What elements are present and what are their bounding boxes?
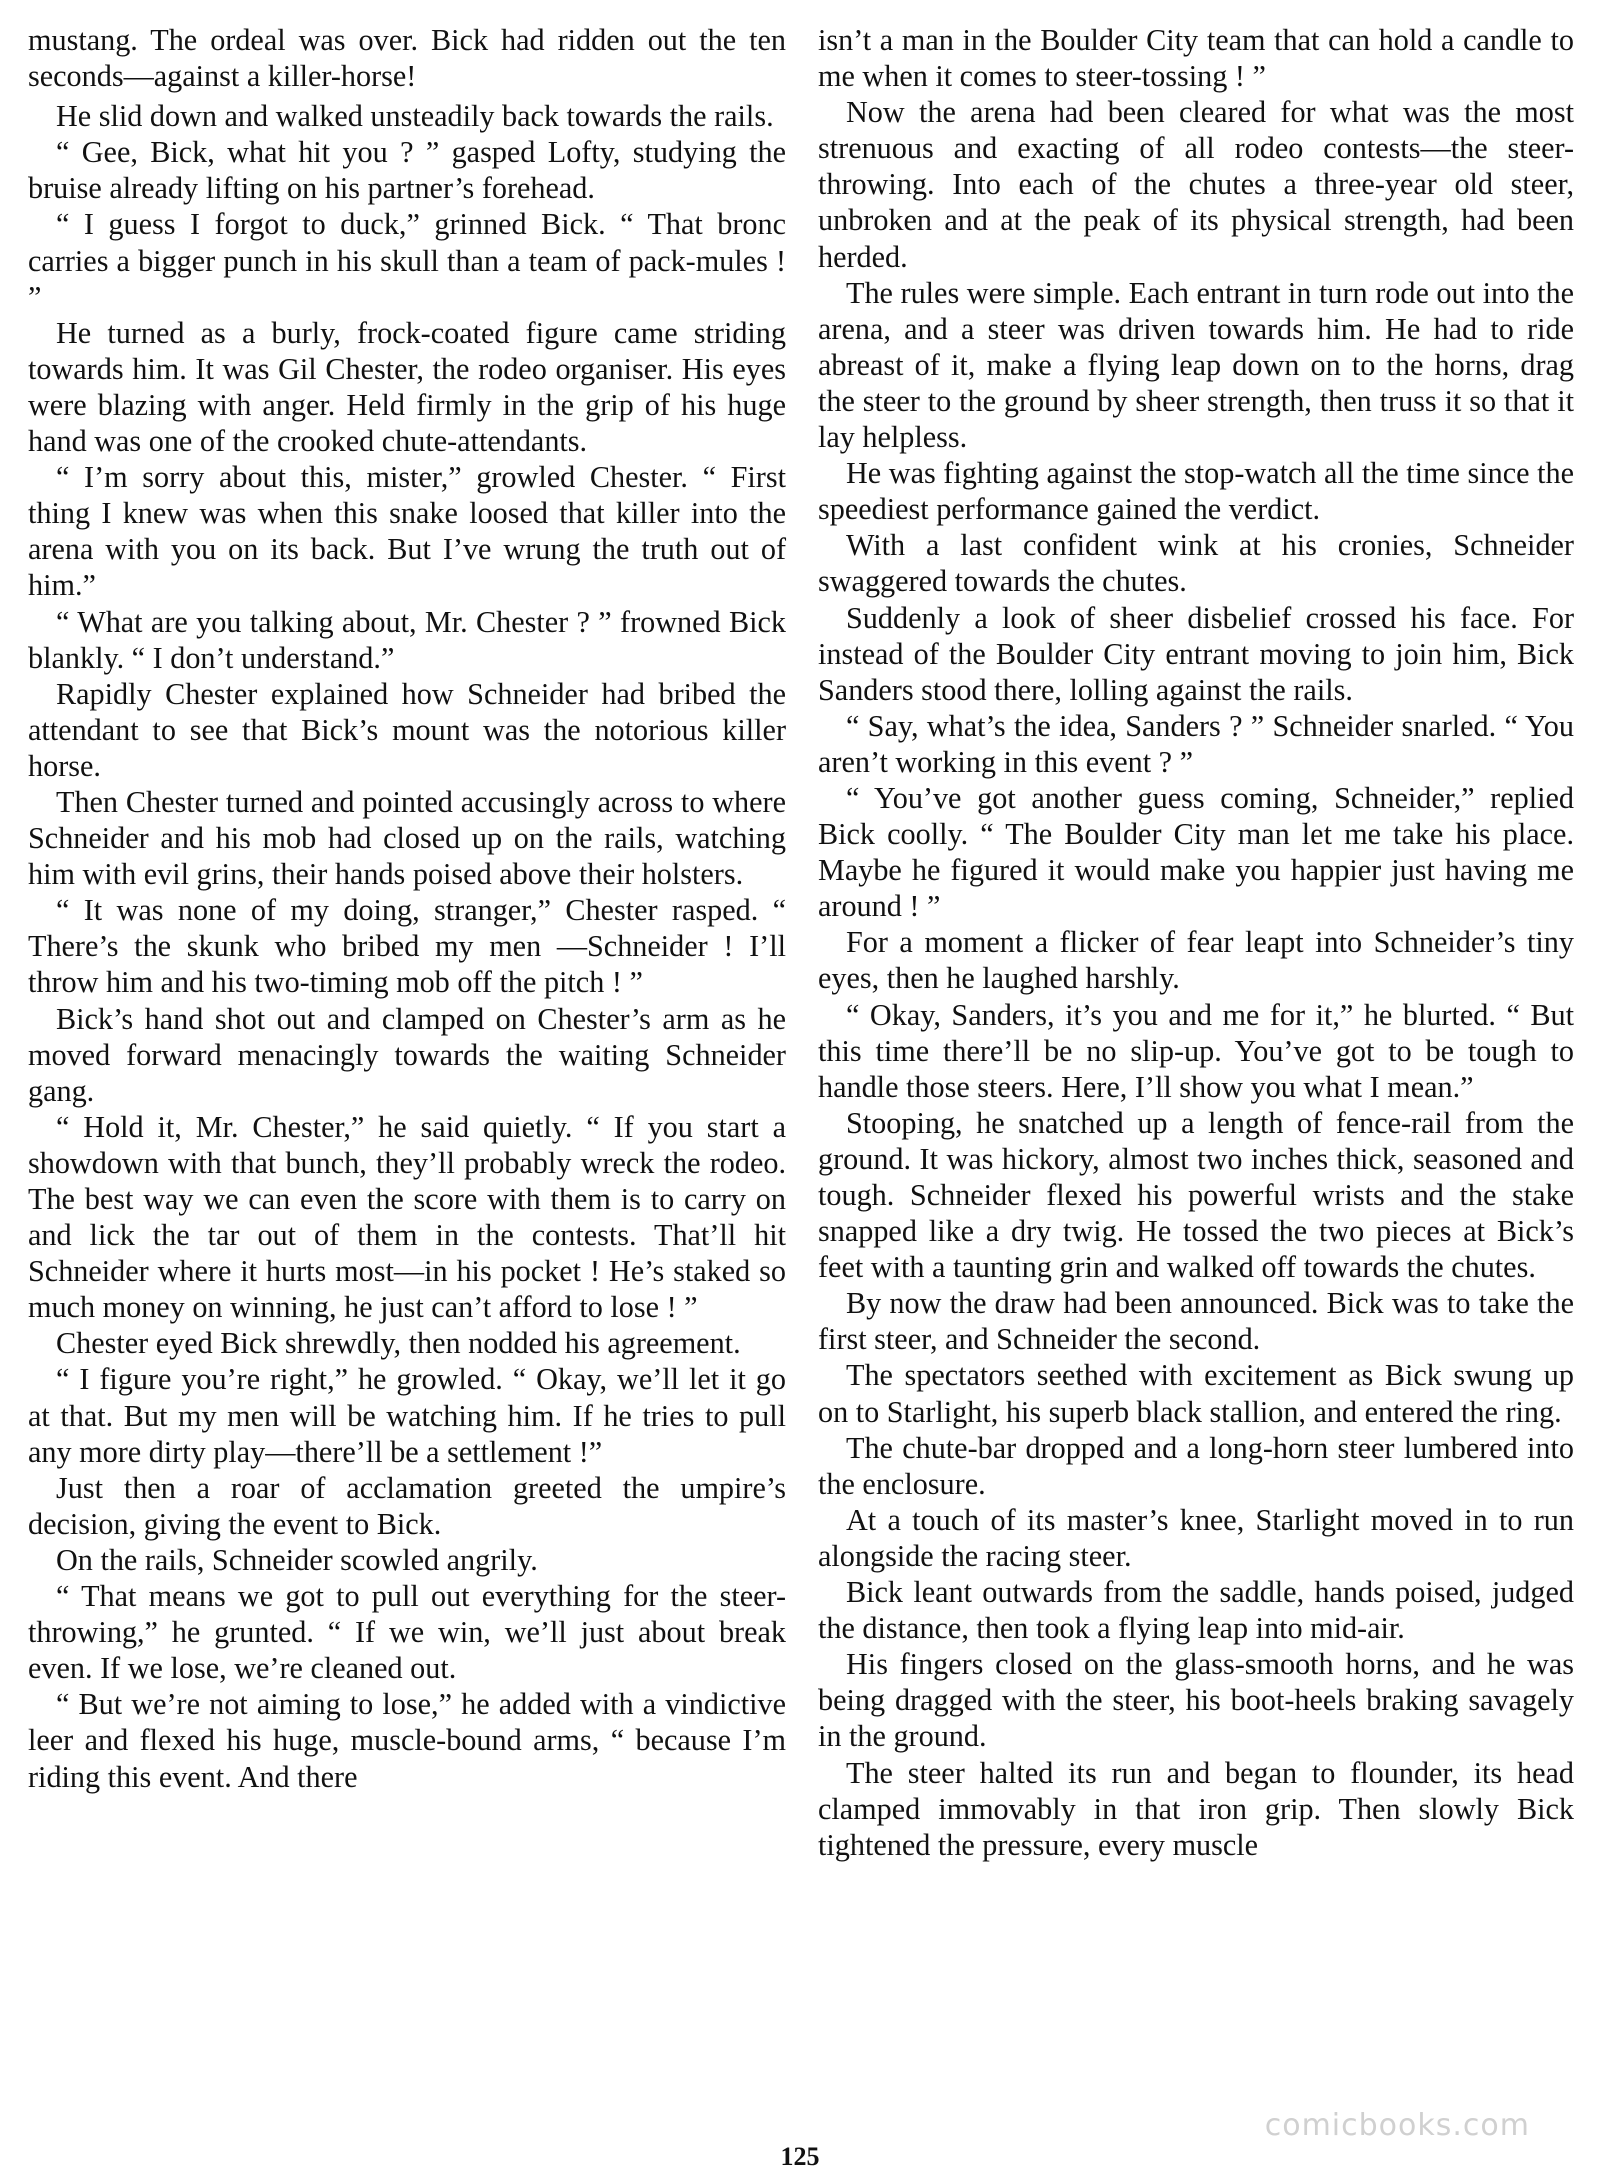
paragraph: Chester eyed Bick shrewdly, then nodded his agreement. — [56, 1326, 741, 1361]
paragraph: The chute-bar dropped and a long-horn steer lumbered into the enclosure. — [818, 1430, 1574, 1501]
page-number: 125 — [780, 2142, 820, 2171]
paragraph: isn’t a man in the Boulder City team that can hold a candle to me when it comes to steer-tossing ! ” — [818, 23, 1574, 94]
paragraph: His fingers closed on the glass-smooth horns, and he was being dragged with the steer, his boot-heels braking savagely in the ground. — [818, 1647, 1574, 1754]
paragraph: The steer halted its run and began to flounder, its head clamped immovably in that iron grip. Then slowly Bick tightened the pressure, every muscle — [818, 1755, 1574, 1862]
paragraph: Stooping, he snatched up a length of fence-rail from the ground. It was hickory, almost two inches thick, seasoned and tough. Schneider flexed his powerful wrists and the stake snapped like a dry twig. He tossed the two pieces at Bick’s feet with a taunting grin and walked off towards the chutes. — [818, 1105, 1574, 1285]
paragraph: The rules were simple. Each entrant in turn rode out into the arena, and a steer was driven towards him. He had to ride abreast of it, make a flying leap down on to the horns, drag the steer to the ground by sheer strength, then truss it so that it lay helpless. — [818, 275, 1574, 455]
paragraph: “ Okay, Sanders, it’s you and me for it,” he blurted. “ But this time there’ll be no slip-up. You’ve got to be tough to handle those steers. Here, I’ll show you what I mean.” — [818, 997, 1574, 1104]
watermark: comicbooks.com — [1264, 2108, 1530, 2143]
paragraph: The spectators seethed with excitement as Bick swung up on to Starlight, his superb black stallion, and entered the ring. — [818, 1358, 1574, 1429]
paragraph: “ I guess I forgot to duck,” grinned Bick. “ That bronc carries a bigger punch in his skull than a team of pack-mules ! ” — [28, 207, 786, 314]
paragraph: “ What are you talking about, Mr. Chester ? ” frowned Bick blankly. “ I don’t understand.” — [28, 604, 786, 675]
paragraph: “ Say, what’s the idea, Sanders ? ” Schneider snarled. “ You aren’t working in this event ? ” — [818, 708, 1574, 779]
paragraph: “ Hold it, Mr. Chester,” he said quietly. “ If you start a showdown with that bunch, they’ll probably wreck the rodeo. The best way we can even the score with them is to carry on and lick the tar out of them in the contests. That’ll hit Schneider where it hurts most—in his pocket ! He’s staked so much money on winning, he just can’t afford to lose ! ” — [28, 1109, 786, 1325]
paragraph: “ It was none of my doing, stranger,” Chester rasped. “ There’s the skunk who bribed my men —Schneider ! I’ll throw him and his two-timing mob off the pitch ! ” — [28, 893, 786, 1000]
paragraph: “ But we’re not aiming to lose,” he added with a vindictive leer and flexed his huge, muscle-bound arms, “ because I’m riding this event. And there — [28, 1687, 786, 1794]
paragraph: With a last confident wink at his cronies, Schneider swaggered towards the chutes. — [818, 528, 1574, 599]
right-column — [818, 22, 1574, 1863]
paragraph: He was fighting against the stop-watch all the time since the speediest performance gained the verdict. — [818, 456, 1574, 527]
left-column — [28, 22, 786, 1795]
paragraph: By now the draw had been announced. Bick was to take the first steer, and Schneider the second. — [818, 1286, 1574, 1357]
paragraph: Rapidly Chester explained how Schneider had bribed the attendant to see that Bick’s mount was the notorious killer horse. — [28, 676, 786, 783]
paragraph: Then Chester turned and pointed accusingly across to where Schneider and his mob had closed up on the rails, watching him with evil grins, their hands poised above their holsters. — [28, 784, 786, 892]
paragraph: Suddenly a look of sheer disbelief crossed his face. For instead of the Boulder City entrant moving to join him, Bick Sanders stood there, lolling against the rails. — [818, 600, 1574, 707]
paragraph: For a moment a flicker of fear leapt into Schneider’s tiny eyes, then he laughed harshly. — [818, 925, 1574, 996]
paragraph: On the rails, Schneider scowled angrily. — [56, 1542, 538, 1577]
paragraph: Bick’s hand shot out and clamped on Chester’s arm as he moved forward menacingly towards the waiting Schneider gang. — [28, 1001, 786, 1108]
paragraph: “ I figure you’re right,” he growled. “ Okay, we’ll let it go at that. But my men will be watching him. If he tries to pull any more dirty play—there’ll be a settlement !” — [28, 1362, 786, 1469]
paragraph: He turned as a burly, frock-coated figure came striding towards him. It was Gil Chester, the rodeo organiser. His eyes were blazing with anger. Held firmly in the grip of his huge hand was one of the crooked chute-attendants. — [28, 315, 786, 459]
paragraph: “ You’ve got another guess coming, Schneider,” replied Bick coolly. “ The Boulder City man let me take his place. Maybe he figured it would make you happier just having me around ! ” — [818, 780, 1574, 924]
paragraph: “ Gee, Bick, what hit you ? ” gasped Lofty, studying the bruise already lifting on his partner’s forehead. — [28, 135, 786, 206]
paragraph: “ I’m sorry about this, mister,” growled Chester. “ First thing I knew was when this snake loosed that killer into the arena with you on its back. But I’ve wrung the truth out of him.” — [28, 460, 786, 603]
paragraph: Now the arena had been cleared for what was the most strenuous and exacting of all rodeo contests—the steer-throwing. Into each of the chutes a three-year old steer, unbroken and at the peak of its physical strength, had been herded. — [818, 95, 1574, 274]
paragraph: “ That means we got to pull out everything for the steer-throwing,” he grunted. “ If we win, we’ll just about break even. If we lose, we’re cleaned out. — [28, 1579, 786, 1686]
paragraph: At a touch of its master’s knee, Starlight moved in to run alongside the racing steer. — [818, 1502, 1574, 1573]
paragraph: He slid down and walked unsteadily back towards the rails. — [56, 99, 774, 134]
paragraph: Bick leant outwards from the saddle, hands poised, judged the distance, then took a flying leap into mid-air. — [818, 1575, 1574, 1646]
paragraph: mustang. The ordeal was over. Bick had ridden out the ten seconds—against a killer-horse! — [28, 23, 786, 94]
paragraph: Just then a roar of acclamation greeted the umpire’s decision, giving the event to Bick. — [28, 1470, 786, 1541]
